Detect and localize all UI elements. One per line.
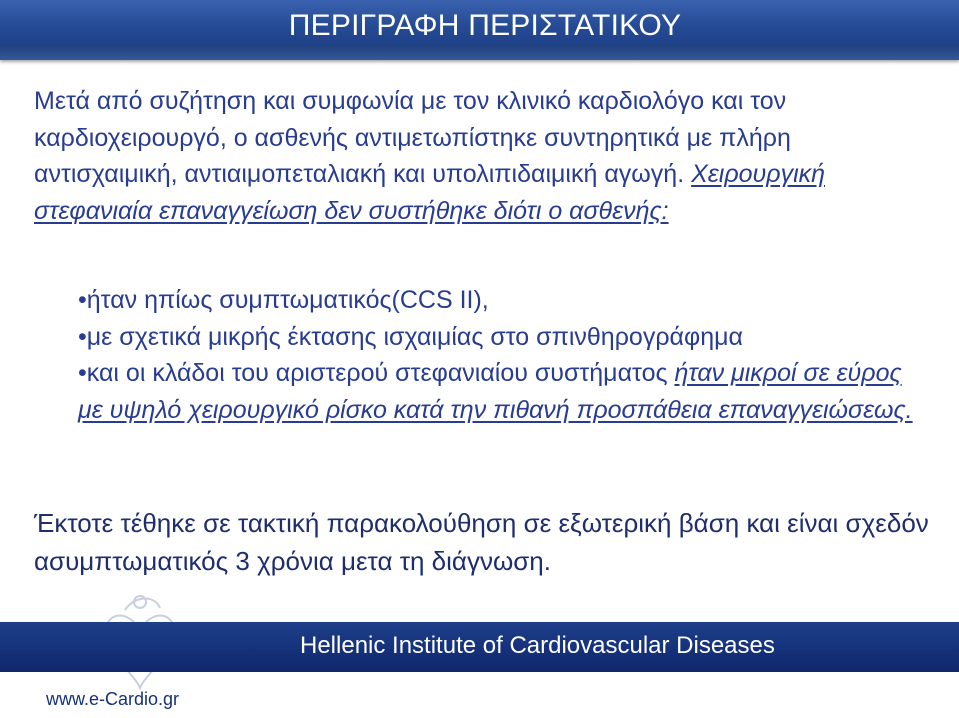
bullet-text-3-emphasis: ήταν μικροί σε εύρος με υψηλό χειρουργικό ρίσκο κατά την πιθανή προσπάθεια επαναγγειώσεως. <box>78 359 913 424</box>
paragraph-emphasis-text: Χειρουργική στεφανιαία επαναγγείωση δεν συστήθηκε διότι ο ασθενής: <box>34 160 826 225</box>
paragraph-text <box>34 83 934 229</box>
paragraph-plain-text: Μετά από συζήτηση και συμφωνία με τον κλινικό καρδιολόγο και τον καρδιοχειρουργό, ο ασθενής αντιμετωπίστηκε συντηρητικά με πλήρη αντισχαιμική, αντιαιμοπεταλιακή και υπολιπιδαιμική αγωγή. <box>34 87 791 188</box>
intro-paragraph <box>34 83 934 229</box>
bullet-item-3: •και οι κλάδοι του αριστερού στεφανιαίου συστήματος ήταν μικροί σε εύρος με υψηλό χειρουργικό ρίσκο κατά την πιθανή προσπάθεια επαναγγειώσεως. <box>78 359 913 424</box>
institute-name: Hellenic Institute of Cardiovascular Diseases <box>300 632 775 659</box>
bullet-item-1: •ήταν ηπίως συμπτωματικός(CCS II), <box>78 286 489 314</box>
title-bar-lower-band <box>0 46 959 60</box>
bullet-text-1: ήταν ηπίως συμπτωματικός(CCS II), <box>86 286 489 314</box>
bullet-text-2: με σχετικά μικρής έκτασης ισχαιμίας στο σπινθηρογράφημα <box>86 322 743 351</box>
bullet-item-2: •με σχετικά μικρής έκτασης ισχαιμίας στο σπινθηρογράφημα <box>78 322 743 351</box>
slide-title: ΠΕΡΙΓΡΑΦΗ ΠΕΡΙΣΤΑΤΙΚΟΥ <box>288 9 682 42</box>
followup-paragraph: Έκτοτε τέθηκε σε τακτική παρακολούθηση σε εξωτερική βάση και είναι σχεδόν ασυμπτωματικός 3 χρόνια μετα τη διάγνωση. <box>34 508 929 576</box>
bullet-text-3-plain: και οι κλάδοι του αριστερού στεφανιαίου συστήματος <box>86 359 668 387</box>
website-link[interactable]: www.e-Cardio.gr <box>46 689 180 709</box>
bullet-list <box>78 282 918 428</box>
